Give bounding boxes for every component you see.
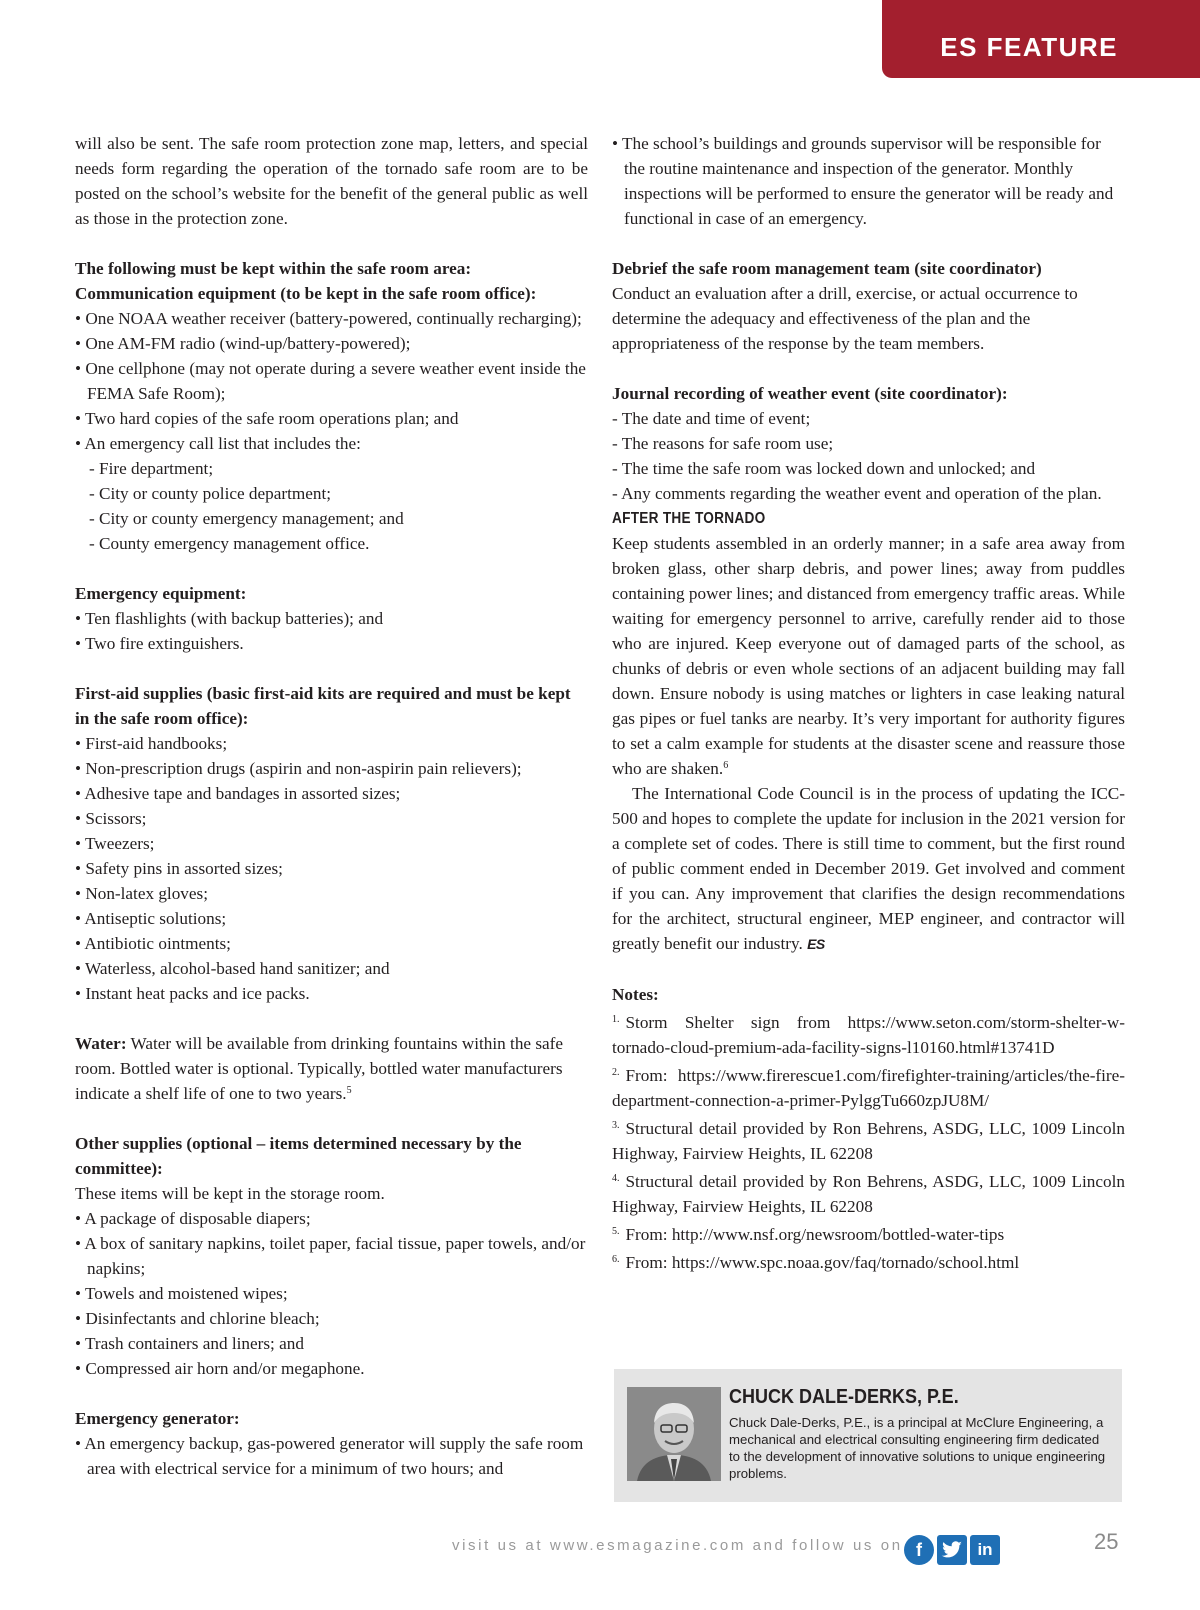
list-item: - City or county police department; xyxy=(89,484,331,503)
list-item: • Adhesive tape and bandages in assorted sizes; xyxy=(75,784,401,803)
footer-text: visit us at www.esmagazine.com and follow us on xyxy=(452,1537,903,1554)
footnote-ref: 5 xyxy=(346,1085,352,1096)
note-text: Storm Shelter sign from https://www.seton.com/storm-shelter-w-tornado-cloud-premium-ada-facility-signs-l10160.html#13741D xyxy=(612,1013,1125,1057)
section-tab-label: ES FEATURE xyxy=(940,32,1118,62)
note-text: Structural detail provided by Ron Behrens, ASDG, LLC, 1009 Lincoln Highway, Fairview Heights, IL 62208 xyxy=(612,1119,1125,1163)
author-description: Chuck Dale-Derks, P.E., is a principal at McClure Engineering, a mechanical and electrical consulting engineering firm dedicated to the development of innovative solutions to unique engineering problems. xyxy=(729,1415,1106,1481)
section-tab xyxy=(882,0,1200,78)
list-item: • The school’s buildings and grounds supervisor will be responsible for the routine maintenance and inspection of the generator. Monthly inspections will be performed to ensure the generator will be ready and functional in case of an emergency. xyxy=(612,134,1114,228)
list-item: • Disinfectants and chlorine bleach; xyxy=(75,1309,320,1328)
list-item: • Two fire extinguishers. xyxy=(75,634,244,653)
list-item: • One cellphone (may not operate during a severe weather event inside the FEMA Safe Room); xyxy=(75,359,586,403)
notes-heading: Notes: xyxy=(612,985,659,1004)
note-item xyxy=(612,1166,1125,1219)
list-item: • Two hard copies of the safe room operations plan; and xyxy=(75,409,459,428)
water-paragraph xyxy=(75,1031,588,1106)
left-column xyxy=(75,131,588,1481)
social-links xyxy=(904,1535,1000,1565)
list-item: • Antibiotic ointments; xyxy=(75,934,231,953)
list-item: • One NOAA weather receiver (battery-powered, continually recharging); xyxy=(75,309,582,328)
after-tornado-paragraph xyxy=(612,531,1125,781)
must-keep-heading: The following must be kept within the safe room area: xyxy=(75,259,472,278)
note-text: From: http://www.nsf.org/newsroom/bottled-water-tips xyxy=(625,1225,1005,1244)
list-item: • One AM-FM radio (wind-up/battery-powered); xyxy=(75,334,411,353)
list-item: • A box of sanitary napkins, toilet paper, facial tissue, paper towels, and/or napkins; xyxy=(75,1234,586,1278)
other-intro: These items will be kept in the storage room. xyxy=(75,1184,385,1203)
list-item: - City or county emergency management; and xyxy=(89,509,404,528)
list-item: • Scissors; xyxy=(75,809,147,828)
debrief-text: Conduct an evaluation after a drill, exercise, or actual occurrence to determine the adequacy and effectiveness of the plan and the appropriateness of the response by the team members. xyxy=(612,284,1078,353)
note-item xyxy=(612,1247,1125,1275)
note-number: 5. xyxy=(612,1226,620,1237)
list-item: • An emergency backup, gas-powered generator will supply the safe room area with electrical service for a minimum of two hours; and xyxy=(75,1434,584,1478)
firstaid-heading: First-aid supplies (basic first-aid kits are required and must be kept in the safe room office): xyxy=(75,684,571,728)
note-number: 4. xyxy=(612,1173,620,1184)
list-item: • Non-latex gloves; xyxy=(75,884,208,903)
note-text: From: https://www.spc.noaa.gov/faq/tornado/school.html xyxy=(625,1253,1020,1272)
other-heading: Other supplies (optional – items determined necessary by the committee): xyxy=(75,1134,522,1178)
list-item: - Fire department; xyxy=(89,459,214,478)
list-item: - County emergency management office. xyxy=(89,534,370,553)
list-item: • Trash containers and liners; and xyxy=(75,1334,304,1353)
list-item: • An emergency call list that includes the: xyxy=(75,434,361,453)
right-column xyxy=(612,131,1125,1275)
note-text: From: https://www.firerescue1.com/firefighter-training/articles/the-fire-department-connection-a-primer-PylggTu660zpJU8M/ xyxy=(612,1066,1125,1110)
list-item: - The date and time of event; xyxy=(612,409,811,428)
author-bio-box xyxy=(614,1369,1122,1502)
note-item xyxy=(612,1219,1125,1247)
note-item xyxy=(612,1060,1125,1113)
list-item: • Compressed air horn and/or megaphone. xyxy=(75,1359,365,1378)
note-number: 1. xyxy=(612,1014,620,1025)
list-item: • Towels and moistened wipes; xyxy=(75,1284,288,1303)
note-number: 2. xyxy=(612,1067,620,1078)
after-tornado-text: Keep students assembled in an orderly manner; in a safe area away from broken glass, other sharp debris, and power lines; away from puddles containing power lines; and distanced from emergency traffic areas. While waiting for emergency personnel to arrive, carefully render aid to those who are injured. Keep everyone out of damaged parts of the school, as chunks of debris or even whole sections of an adjacent building may fall down. Ensure nobody is using matches or lighters in case leaking natural gas pipes or fuel tanks are nearby. It’s very important for authority figures to set a calm example for students at the disaster scene and reassure those who are shaken. xyxy=(612,534,1125,778)
list-item: • First-aid handbooks; xyxy=(75,734,228,753)
comm-heading: Communication equipment (to be kept in the safe room office): xyxy=(75,284,537,303)
list-item: - The reasons for safe room use; xyxy=(612,434,834,453)
after-tornado-heading: AFTER THE TORNADO xyxy=(612,510,766,527)
list-item: • Instant heat packs and ice packs. xyxy=(75,984,310,1003)
author-name: CHUCK DALE-DERKS, P.E. xyxy=(729,1386,959,1408)
linkedin-icon[interactable]: in xyxy=(970,1535,1000,1565)
list-item: • Waterless, alcohol-based hand sanitizer; and xyxy=(75,959,390,978)
list-item: • A package of disposable diapers; xyxy=(75,1209,311,1228)
facebook-icon[interactable]: f xyxy=(904,1535,934,1565)
icc-text: The International Code Council is in the process of updating the ICC-500 and hopes to complete the update for inclusion in the 2021 version for a complete set of codes. There is still time to comment, but the first round of public comment ended in December 2019. Get involved and comment if you can. Any improvement that clarifies the design recommendations for the architect, structural engineer, MEP engineer, and contractor will greatly benefit our industry. xyxy=(612,784,1125,953)
journal-heading: Journal recording of weather event (site coordinator): xyxy=(612,384,1008,403)
water-label: Water: xyxy=(75,1034,127,1053)
list-item: - The time the safe room was locked down and unlocked; and xyxy=(612,459,1036,478)
page-number: 25 xyxy=(1094,1529,1119,1554)
list-item: - Any comments regarding the weather event and operation of the plan. xyxy=(612,484,1102,503)
note-number: 6. xyxy=(612,1254,620,1265)
end-mark-icon: ES xyxy=(807,936,825,952)
note-text: Structural detail provided by Ron Behrens, ASDG, LLC, 1009 Lincoln Highway, Fairview Heights, IL 62208 xyxy=(612,1172,1125,1216)
note-item xyxy=(612,1113,1125,1166)
equip-heading: Emergency equipment: xyxy=(75,584,247,603)
icc-paragraph xyxy=(612,781,1125,957)
list-item: • Non-prescription drugs (aspirin and non-aspirin pain relievers); xyxy=(75,759,522,778)
generator-heading: Emergency generator: xyxy=(75,1409,240,1428)
list-item: • Tweezers; xyxy=(75,834,155,853)
footnote-ref: 6 xyxy=(723,760,729,771)
note-number: 3. xyxy=(612,1120,620,1131)
author-photo xyxy=(627,1387,721,1481)
list-item: • Antiseptic solutions; xyxy=(75,909,227,928)
water-text: Water will be available from drinking fountains within the safe room. Bottled water is optional. Typically, bottled water manufacturers indicate a shelf life of one to two years. xyxy=(75,1034,564,1103)
list-item: • Safety pins in assorted sizes; xyxy=(75,859,283,878)
note-item xyxy=(612,1007,1125,1060)
list-item: • Ten flashlights (with backup batteries); and xyxy=(75,609,384,628)
intro-paragraph: will also be sent. The safe room protection zone map, letters, and special needs form regarding the operation of the tornado safe room are to be posted on the school’s website for the benefit of the general public as well as those in the protection zone. xyxy=(75,134,588,228)
twitter-icon[interactable] xyxy=(937,1535,967,1565)
debrief-heading: Debrief the safe room management team (site coordinator) xyxy=(612,259,1042,278)
